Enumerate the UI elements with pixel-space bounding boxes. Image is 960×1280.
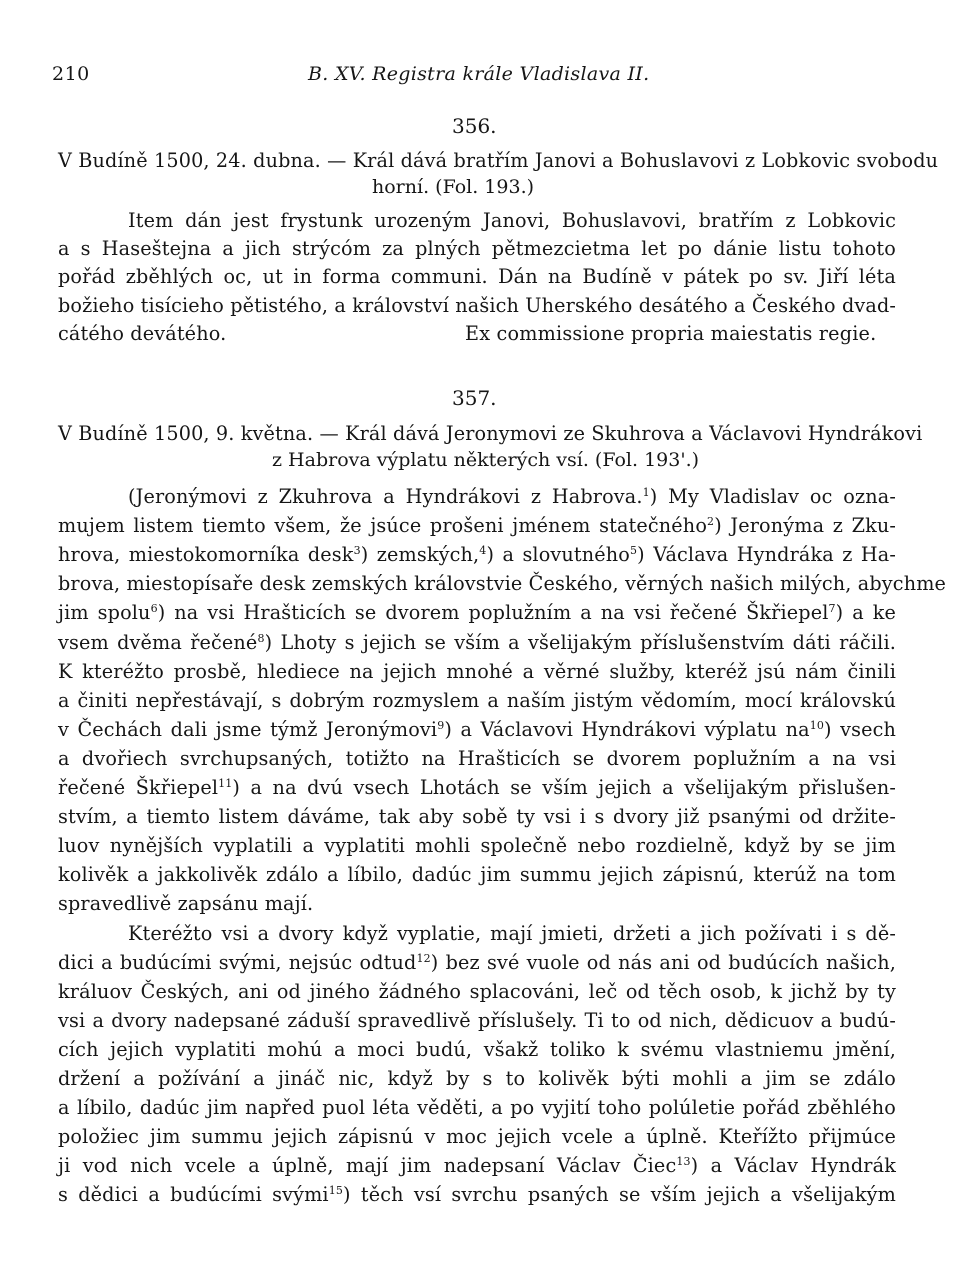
footnote-marker: 1 [642, 486, 650, 499]
footnote-marker: 10 [809, 718, 825, 732]
body-line: dici a budúcími svými, nejsúc odtud$^{12}$) bez své vuole od nás ani od budúcích našich, [58, 950, 896, 974]
footnote-marker: 5 [630, 544, 638, 558]
footnote-marker: 7 [828, 602, 836, 616]
page-number: 210 [52, 63, 90, 85]
body-line: božieho tisícieho pětistého, a království našich Uherského desátého a Českého dvad- [58, 294, 897, 317]
body-line: pořád zběhlých oc, ut in forma communi. Dán na Budíně v pátek po sv. Jiří léta [58, 265, 896, 288]
footnote-marker: 2 [707, 515, 715, 529]
body-line: jim spolu$^6$) na vsi Hrašticích se dvorem poplužním a na vsi řečené Škřiepel$^7$) a ke [58, 601, 896, 625]
footnote-marker: 15 [328, 1184, 344, 1198]
document-number-357: 357. [452, 386, 497, 410]
body-line: vsem dvěma řečené$^8$) Lhoty s jejich se vším a všelijakým příslušenstvím dáti ráčili. [58, 630, 897, 654]
document-number-356: 356. [452, 114, 497, 138]
body-line: kolivěk a jakkolivěk zdálo a líbilo, dadúc jim summu jejich zápisnú, kterúž na tom [58, 863, 896, 887]
footnote-marker: 12 [416, 951, 431, 965]
body-line: stvím, a tiemto listem dáváme, tak aby sobě ty vsi i s dvory již psanými od držite- [58, 805, 896, 829]
body-line: vsi a dvory nadepsané záduší spravedlivě příslušely. Ti to od nich, dědicuov a budú- [58, 1008, 896, 1032]
body-line: položiec jim summu jejich zápisnú v moc jejich vcele a úplně. Kteřížto přijmúce [58, 1125, 896, 1149]
footnote-marker: 3 [353, 544, 361, 558]
body-line: s dědici a budúcími svými$^{15}$) těch vsí svrchu psaných se vším jejich a všelijakým [58, 1183, 896, 1207]
body-line: cátého devátého. [58, 322, 227, 345]
body-line: hrova, miestokomorníka desk$^3$) zemských,$^4$) a slovutného$^5$) Václava Hyndráka z Ha- [58, 543, 896, 567]
regest-line: z Habrova výplatu některých vsí. (Fol. 193'.) [272, 449, 700, 471]
regest-text: V Budíně 1500, 24. dubna. — Král dává bratřím Janovi a Bohuslavovi z Lobkovic svobodu [58, 149, 939, 172]
body-line: (Jeronýmovi z Zkuhrova a Hyndrákovi z Habrova.$^1$) My Vladislav oc ozna- [128, 485, 896, 508]
footnote-marker: 11 [218, 777, 233, 790]
body-line: ji vod nich vcele a úplně, mají jim nadepsaní Václav Čiec$^{13}$) a Václav Hyndrák [58, 1154, 896, 1178]
body-line: řečené Škřiepel$^{11}$) a na dvú vsech Lhotách se vším jejich a všelijakým přislušen- [58, 776, 896, 799]
body-line: králuov Českých, ani od jiného žádného splacováni, leč od těch osob, k jichž by ty [58, 979, 896, 1003]
body-line: cích jejich vyplatiti mohú a moci budú, všakž toliko k svému vlastniemu jmění, [58, 1037, 896, 1061]
footnote-marker: 4 [479, 544, 487, 558]
running-title: B. XV. Registra krále Vladislava II. [308, 63, 650, 85]
body-line: Item dán jest frystunk urozeným Janovi, Bohuslavovi, bratřím z Lobkovic [128, 209, 896, 232]
body-line: a činiti nepřestávají, s dobrým rozmyslem a naším jistým vědomím, mocí královskú [58, 688, 896, 712]
body-line: luov nynějších vyplatili a vyplatiti mohli společně nebo rozdielně, když by se jim [58, 834, 896, 858]
body-line: držení a požívání a jináč nic, když by s to kolivěk býti mohli a jim se zdálo [58, 1067, 896, 1090]
body-line: a s Haseštejna a jich strýcóm za plných pětmezcietma let po dánie listu tohoto [58, 237, 896, 260]
body-line: spravedlivě zapsánu mají. [58, 892, 314, 916]
regest-line: V Budíně 1500, 9. května. — Král dává Jeronymovi ze Skuhrova a Václavovi Hyndrákovi [58, 422, 923, 445]
body-line: a dvořiech svrchupsaných, totižto na Hrašticích se dvorem poplužním a na vsi [58, 746, 896, 770]
body-line: v Čechách dali jsme týmž Jeronýmovi$^9$) a Václavovi Hyndrákovi výplatu $na^{10}$) vsech [58, 717, 897, 741]
footnote-marker: 9 [437, 718, 445, 732]
body-line: a líbilo, dadúc jim napřed puol léta věděti, a po vyjití toho polúletie pořád zběhlého [58, 1096, 896, 1120]
body-line: mujem listem tiemto všem, že jsúce prošeni jménem statečného$^2$) Jeronýma z Zku- [58, 514, 896, 538]
body-line: K kteréžto prosbě, hlediece na jejich mnohé a věrné služby, kteréž jsú nám činili [58, 659, 896, 683]
footnote-marker: 8 [257, 631, 265, 645]
body-line: Kteréžto vsi a dvory když vyplatie, mají jmieti, držeti a jich požívati i s dě- [128, 921, 896, 945]
regest-line: horní. (Fol. 193.) [372, 176, 535, 198]
regest-line [58, 148, 939, 174]
footnote-marker: 6 [150, 602, 158, 616]
body-line: brova, miestopísaře desk zemských královstvie Českého, věrných našich milých, abychme [58, 572, 947, 596]
closing-formula: Ex commissione propria maiestatis regie. [465, 322, 877, 345]
footnote-marker: 13 [676, 1155, 691, 1169]
